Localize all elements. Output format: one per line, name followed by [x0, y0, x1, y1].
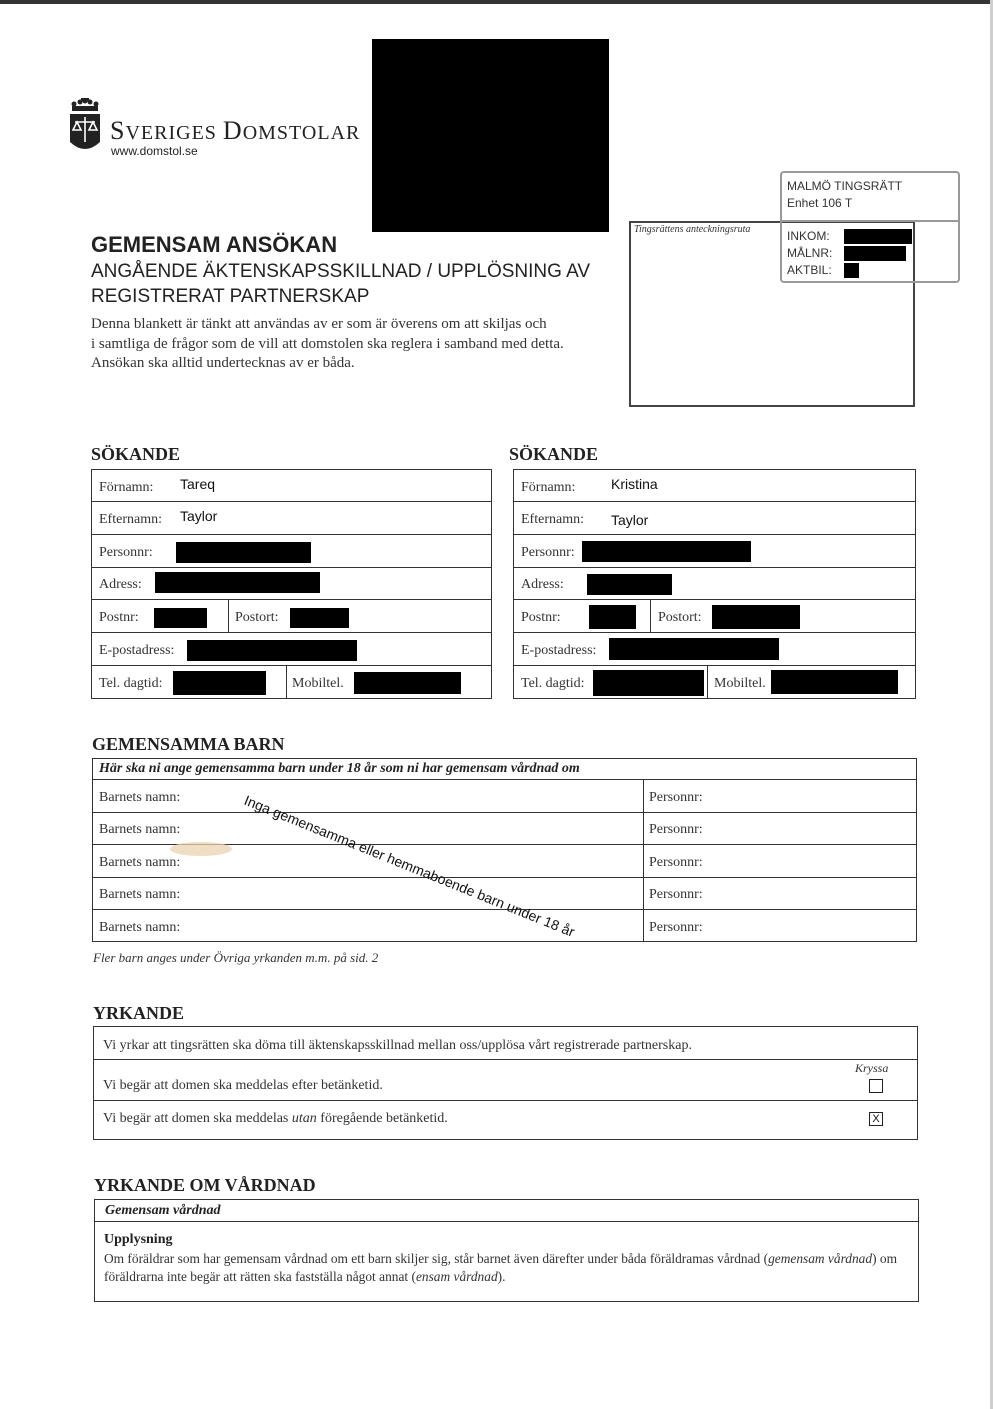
- betanketid-checkbox[interactable]: [869, 1079, 883, 1093]
- child-name-label: Barnets namn:: [99, 887, 181, 902]
- redaction-personnr: [582, 541, 751, 562]
- epost-label: E-postadress:: [521, 643, 597, 658]
- child-name-label: Barnets namn:: [99, 822, 181, 837]
- redaction-inkom: [844, 229, 912, 244]
- redaction-malnr: [844, 246, 906, 261]
- line-3-emph: utan: [291, 1111, 317, 1126]
- upplysning-label: Upplysning: [104, 1232, 173, 1247]
- logo-url: www.domstol.se: [111, 144, 198, 158]
- redaction-postnr: [154, 608, 207, 628]
- redaction-postort: [290, 608, 349, 628]
- upplysning-emph-2: ensam vårdnad: [415, 1269, 498, 1284]
- intro-line-1: Denna blankett är tänkt att användas av er som är överens om att skiljas och: [91, 316, 547, 332]
- fornamn-value: Tareq: [180, 476, 216, 492]
- upplysning-text: [104, 1250, 908, 1286]
- form-title: GEMENSAM ANSÖKAN: [91, 232, 338, 257]
- logo-wordmark: [110, 116, 360, 146]
- upplysning-part-2: ) om föräldrarna inte begär att rätten ska fastställa något annat (: [104, 1251, 897, 1284]
- kryssa-label: Kryssa: [855, 1061, 889, 1075]
- row-divider: [91, 501, 492, 502]
- row-divider: [513, 599, 916, 600]
- row-divider: [91, 567, 492, 568]
- stamp-court-name: MALMÖ TINGSRÄTT: [787, 179, 903, 193]
- mobil-label: Mobiltel.: [292, 676, 344, 691]
- children-table-header: Här ska ni ange gemensamma barn under 18 år som ni har gemensam vårdnad om: [99, 761, 580, 776]
- tel-label: Tel. dagtid:: [521, 676, 585, 691]
- upplysning-part-3: ).: [497, 1269, 506, 1284]
- stamp-divider: [780, 220, 960, 222]
- applicant-1-heading: SÖKANDE: [91, 444, 181, 464]
- row-divider: [643, 877, 917, 878]
- postnr-label: Postnr:: [99, 610, 139, 625]
- fornamn-label: Förnamn:: [99, 480, 154, 495]
- adress-label: Adress:: [99, 577, 142, 592]
- adress-label: Adress:: [521, 577, 564, 592]
- redaction-tel: [593, 670, 704, 696]
- child-pnr-label: Personnr:: [649, 855, 703, 870]
- redaction-adress: [155, 572, 320, 593]
- postnr-label: Postnr:: [521, 610, 561, 625]
- postort-label: Postort:: [658, 610, 702, 625]
- vardnad-heading: YRKANDE OM VÅRDNAD: [94, 1175, 316, 1195]
- row-divider: [93, 1059, 918, 1060]
- children-heading: GEMENSAMMA BARN: [92, 734, 285, 754]
- name-underline: [92, 909, 643, 910]
- row-divider: [94, 1221, 919, 1222]
- col-divider: [286, 665, 287, 699]
- epost-label: E-postadress:: [99, 643, 175, 658]
- mobil-label: Mobiltel.: [714, 676, 766, 691]
- stain-mark: [170, 842, 232, 856]
- logo-word-2: OMSTOLAR: [242, 122, 361, 144]
- fornamn-label: Förnamn:: [521, 480, 576, 495]
- efternamn-label: Efternamn:: [99, 512, 162, 527]
- intro-text: [91, 315, 631, 374]
- yrkande-line-1: Vi yrkar att tingsrätten ska döma till äktenskapsskillnad mellan oss/upplösa vårt registrerade partnerskap.: [103, 1038, 692, 1053]
- row-divider: [643, 812, 917, 813]
- row-divider: [513, 665, 916, 666]
- logo-word-1: VERIGES: [125, 122, 217, 144]
- redaction-mobil: [354, 672, 461, 694]
- fornamn-value: Kristina: [611, 476, 658, 492]
- logo-initial-d: D: [222, 116, 243, 145]
- redaction-postort: [712, 605, 800, 629]
- row-divider: [93, 1100, 918, 1101]
- efternamn-label: Efternamn:: [521, 512, 584, 527]
- child-name-label: Barnets namn:: [99, 790, 181, 805]
- redaction-epost: [609, 638, 779, 660]
- stamp-unit: Enhet 106 T: [787, 196, 853, 210]
- personnr-label: Personnr:: [521, 545, 575, 560]
- redaction-adress: [587, 574, 672, 595]
- vardnad-header: Gemensam vårdnad: [105, 1203, 221, 1218]
- child-name-label: Barnets namn:: [99, 855, 181, 870]
- court-notes-label: Tingsrättens anteckningsruta: [634, 224, 751, 235]
- row-divider: [513, 534, 916, 535]
- row-divider: [513, 632, 916, 633]
- stamp-malnr-label: MÅLNR:: [787, 246, 833, 260]
- children-footnote: Fler barn anges under Övriga yrkanden m.m. på sid. 2: [93, 950, 379, 965]
- stamp-header: [787, 178, 902, 212]
- redaction-postnr: [589, 605, 636, 629]
- row-divider: [513, 567, 916, 568]
- redaction-tel: [173, 671, 266, 695]
- stamp-inkom-label: INKOM:: [787, 229, 830, 243]
- upplysning-emph-1: gemensam vårdnad: [768, 1251, 873, 1266]
- intro-line-3: Ansökan ska alltid undertecknas av er båda.: [91, 355, 355, 371]
- col-divider: [650, 599, 651, 632]
- child-pnr-label: Personnr:: [649, 822, 703, 837]
- child-pnr-label: Personnr:: [649, 887, 703, 902]
- col-divider: [643, 779, 644, 942]
- utan-betanketid-checkbox[interactable]: X: [869, 1112, 883, 1126]
- efternamn-value: Taylor: [611, 512, 649, 528]
- col-divider: [228, 599, 229, 632]
- redaction-aktbil: [844, 263, 859, 278]
- row-divider: [91, 534, 492, 535]
- intro-line-2: i samtliga de frågor som de vill att domstolen ska reglera i samband med detta.: [91, 335, 564, 352]
- row-divider: [91, 665, 492, 666]
- postort-label: Postort:: [235, 610, 279, 625]
- row-divider: [92, 779, 917, 780]
- tel-label: Tel. dagtid:: [99, 676, 163, 691]
- yrkande-line-3: [103, 1111, 448, 1127]
- row-divider: [643, 909, 917, 910]
- redaction-epost: [187, 640, 357, 661]
- redaction-personnr: [176, 542, 311, 563]
- stamp-aktbil-label: AKTBIL:: [787, 263, 832, 277]
- child-pnr-label: Personnr:: [649, 920, 703, 935]
- logo-initial-s: S: [110, 116, 126, 145]
- redaction-mobil: [771, 670, 898, 694]
- subtitle-line-2: REGISTRERAT PARTNERSKAP: [91, 286, 370, 307]
- row-divider: [513, 501, 916, 502]
- redaction-block: [372, 39, 609, 232]
- top-edge: [0, 0, 993, 4]
- row-divider: [91, 599, 492, 600]
- personnr-label: Personnr:: [99, 545, 153, 560]
- child-name-label: Barnets namn:: [99, 920, 181, 935]
- form-subtitle: [91, 259, 611, 309]
- col-divider: [707, 665, 708, 699]
- yrkande-heading: YRKANDE: [93, 1003, 185, 1023]
- name-underline: [92, 877, 643, 878]
- line-3-prefix: Vi begär att domen ska meddelas: [103, 1111, 292, 1126]
- name-underline: [92, 812, 643, 813]
- child-pnr-label: Personnr:: [649, 790, 703, 805]
- row-divider: [91, 632, 492, 633]
- line-3-suffix: föregående betänketid.: [316, 1111, 448, 1126]
- upplysning-part-1: Om föräldrar som har gemensam vårdnad om ett barn skiljer sig, står barnet även därefter under båda föräldramas vårdnad (: [104, 1251, 769, 1266]
- applicant-2-heading: SÖKANDE: [509, 444, 599, 464]
- subtitle-line-1: ANGÅENDE ÄKTENSKAPSSKILLNAD / UPPLÖSNING AV: [91, 261, 591, 282]
- yrkande-line-2: Vi begär att domen ska meddelas efter betänketid.: [103, 1078, 383, 1093]
- efternamn-value: Taylor: [180, 508, 218, 524]
- crown-scales-icon: [68, 98, 102, 156]
- handwritten-note: Inga gemensamma eller hemmaboende barn under 18 år: [242, 792, 578, 940]
- row-divider: [643, 844, 917, 845]
